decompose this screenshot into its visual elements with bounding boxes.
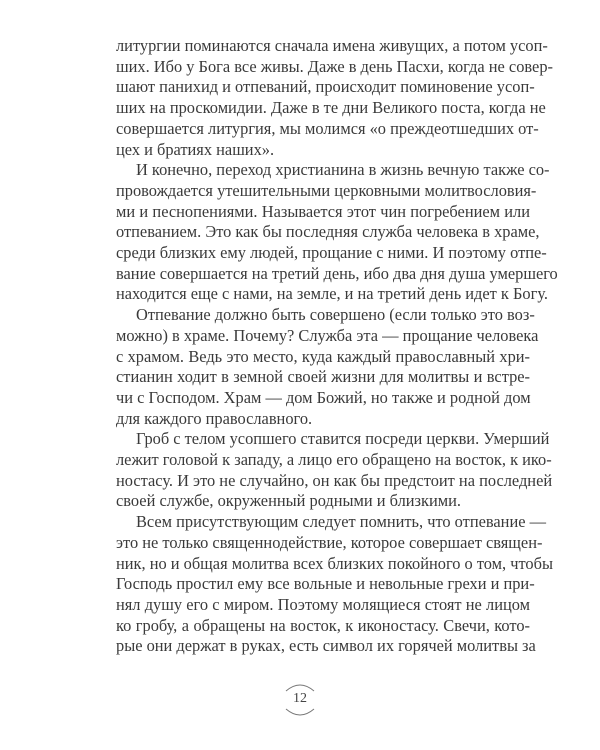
text-line: среди близких ему людей, прощание с ними. И поэтому отпе- [116,243,547,263]
body-text [116,36,558,657]
paragraph [116,305,539,429]
text-line: лежит головой к западу, а лицо его обращено на восток, к ико- [116,450,552,470]
text-line: ностасу. И это не случайно, он как бы предстоит на последней [116,470,553,490]
text-line: ми и песнопениями. Называется этот чин погребением или [116,201,530,221]
text-line: ших на проскомидии. Даже в те дни Великого поста, когда не [116,98,546,118]
text-line: ник, но и общая молитва всех близких покойного о том, чтобы [116,553,553,573]
text-line: нял душу его с миром. Поэтому молящиеся стоят не лицом [116,594,530,614]
text-line: своей службе, окруженный родными и близкими. [116,491,461,511]
text-line: Господь простил ему все вольные и невольные грехи и при- [116,574,535,594]
text-line: цех и братиях наших». [116,139,275,159]
text-line: вание совершается на третий день, ибо два дня душа умершего [116,263,558,283]
page-number [281,680,319,720]
text-line: рые они держат в руках, есть символ их горячей молитвы за [116,636,536,656]
paragraph [116,36,553,160]
paragraph [116,429,553,512]
text-line: совершается литургия, мы молимся «о преждеотшедших от- [116,118,539,138]
text-line: Гроб с телом усопшего ставится посреди церкви. Умерший [136,429,550,449]
text-line: провождается утешительными церковными молитвословия- [116,180,537,200]
page-number-label: 12 [293,691,307,706]
text-line: ших. Ибо у Бога все живы. Даже в день Пасхи, когда не совер- [116,56,553,76]
text-line: шают панихид и отпеваний, происходит поминовение усоп- [116,77,535,97]
paragraph [116,160,558,305]
text-line: это не только священнодействие, которое совершает священ- [116,532,543,552]
paragraph [116,512,553,657]
text-line: с храмом. Ведь это место, куда каждый православный хри- [116,346,530,366]
text-line: стианин ходит в земной своей жизни для молитвы и встре- [116,367,530,387]
text-line: И конечно, переход христианина в жизнь вечную также со- [136,160,550,180]
text-line: Всем присутствующим следует помнить, что отпевание — [136,512,546,532]
text-line: Отпевание должно быть совершено (если только это воз- [136,305,535,325]
text-line: находится еще с нами, на земле, и на третий день идет к Богу. [116,284,548,304]
text-line: можно) в храме. Почему? Служба эта — прощание человека [116,325,539,345]
text-line: для каждого православного. [116,408,313,428]
text-line: чи с Господом. Храм — дом Божий, но также и родной дом [116,387,531,407]
text-line: отпеванием. Это как бы последняя служба человека в храме, [116,222,540,242]
text-line: ко гробу, а обращены на восток, к иконостасу. Свечи, кото- [116,615,530,635]
text-line: литургии поминаются сначала имена живущих, а потом усоп- [116,36,548,55]
